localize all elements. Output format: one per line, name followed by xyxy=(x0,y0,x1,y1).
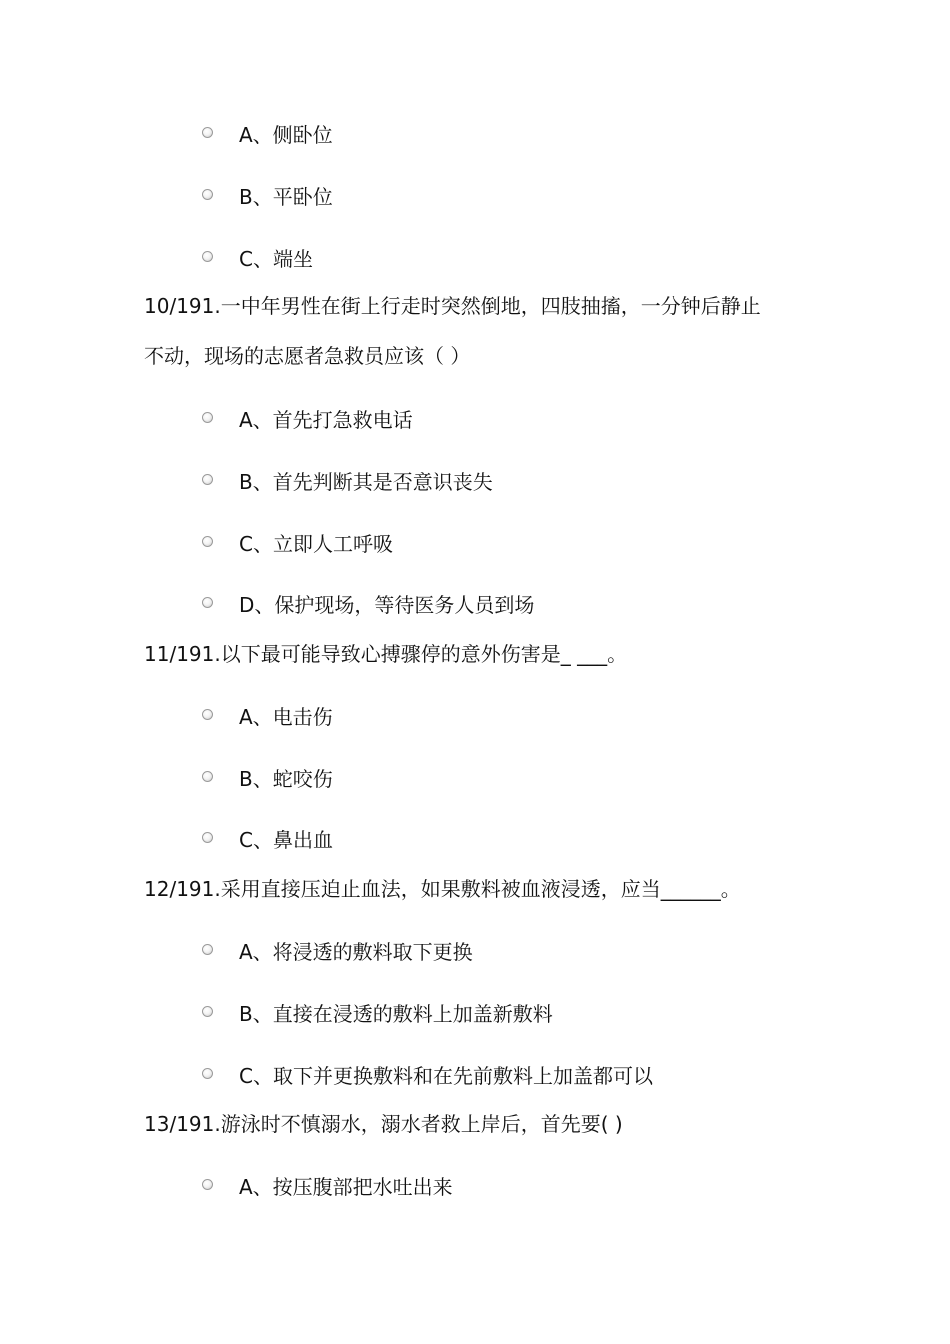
option-row[interactable] xyxy=(202,937,473,967)
question-text: 13/191.游泳时不慎溺水，溺水者救上岸后，首先要( ) xyxy=(144,1112,623,1136)
radio-button[interactable] xyxy=(202,1068,213,1079)
radio-button[interactable] xyxy=(202,1006,213,1017)
option-label: A、侧卧位 xyxy=(239,123,333,147)
option-row[interactable] xyxy=(202,999,553,1029)
option-label: A、首先打急救电话 xyxy=(239,408,413,432)
radio-button[interactable] xyxy=(202,832,213,843)
option-label: C、鼻出血 xyxy=(239,828,333,852)
question-line: 10/191.一中年男性在街上行走时突然倒地，四肢抽搐，一分钟后静止 xyxy=(144,294,761,318)
radio-button[interactable] xyxy=(202,127,213,138)
option-row[interactable] xyxy=(202,764,333,794)
option-row[interactable] xyxy=(202,529,393,559)
option-label: A、按压腹部把水吐出来 xyxy=(239,1175,453,1199)
question-text: 12/191.采用直接压迫止血法，如果敷料被血液浸透，应当______。 xyxy=(144,877,741,901)
option-label: A、将浸透的敷料取下更换 xyxy=(239,940,473,964)
option-label: B、直接在浸透的敷料上加盖新敷料 xyxy=(239,1002,553,1026)
radio-button[interactable] xyxy=(202,944,213,955)
radio-button[interactable] xyxy=(202,709,213,720)
option-label: B、平卧位 xyxy=(239,185,333,209)
option-row[interactable] xyxy=(202,702,333,732)
radio-button[interactable] xyxy=(202,251,213,262)
radio-button[interactable] xyxy=(202,1179,213,1190)
option-row[interactable] xyxy=(202,467,493,497)
option-row[interactable] xyxy=(202,1061,653,1091)
option-label: A、电击伤 xyxy=(239,705,333,729)
radio-button[interactable] xyxy=(202,189,213,200)
option-label: B、首先判断其是否意识丧失 xyxy=(239,470,493,494)
option-row[interactable] xyxy=(202,405,413,435)
option-label: C、取下并更换敷料和在先前敷料上加盖都可以 xyxy=(239,1064,653,1088)
option-label: C、端坐 xyxy=(239,247,313,271)
option-row[interactable] xyxy=(202,120,333,150)
option-row[interactable] xyxy=(202,825,333,855)
question-text xyxy=(144,281,814,381)
radio-button[interactable] xyxy=(202,771,213,782)
option-row[interactable] xyxy=(202,590,534,620)
option-label: D、保护现场，等待医务人员到场 xyxy=(239,593,535,617)
radio-button[interactable] xyxy=(202,412,213,423)
option-row[interactable] xyxy=(202,244,313,274)
radio-button[interactable] xyxy=(202,474,213,485)
question-text: 11/191.以下最可能导致心搏骤停的意外伤害是_ ___。 xyxy=(144,642,628,666)
option-row[interactable] xyxy=(202,1172,453,1202)
radio-button[interactable] xyxy=(202,597,213,608)
question-line: 不动，现场的志愿者急救员应该（ ） xyxy=(144,344,471,368)
option-label: B、蛇咬伤 xyxy=(239,767,333,791)
radio-button[interactable] xyxy=(202,536,213,547)
option-label: C、立即人工呼吸 xyxy=(239,532,393,556)
option-row[interactable] xyxy=(202,182,333,212)
